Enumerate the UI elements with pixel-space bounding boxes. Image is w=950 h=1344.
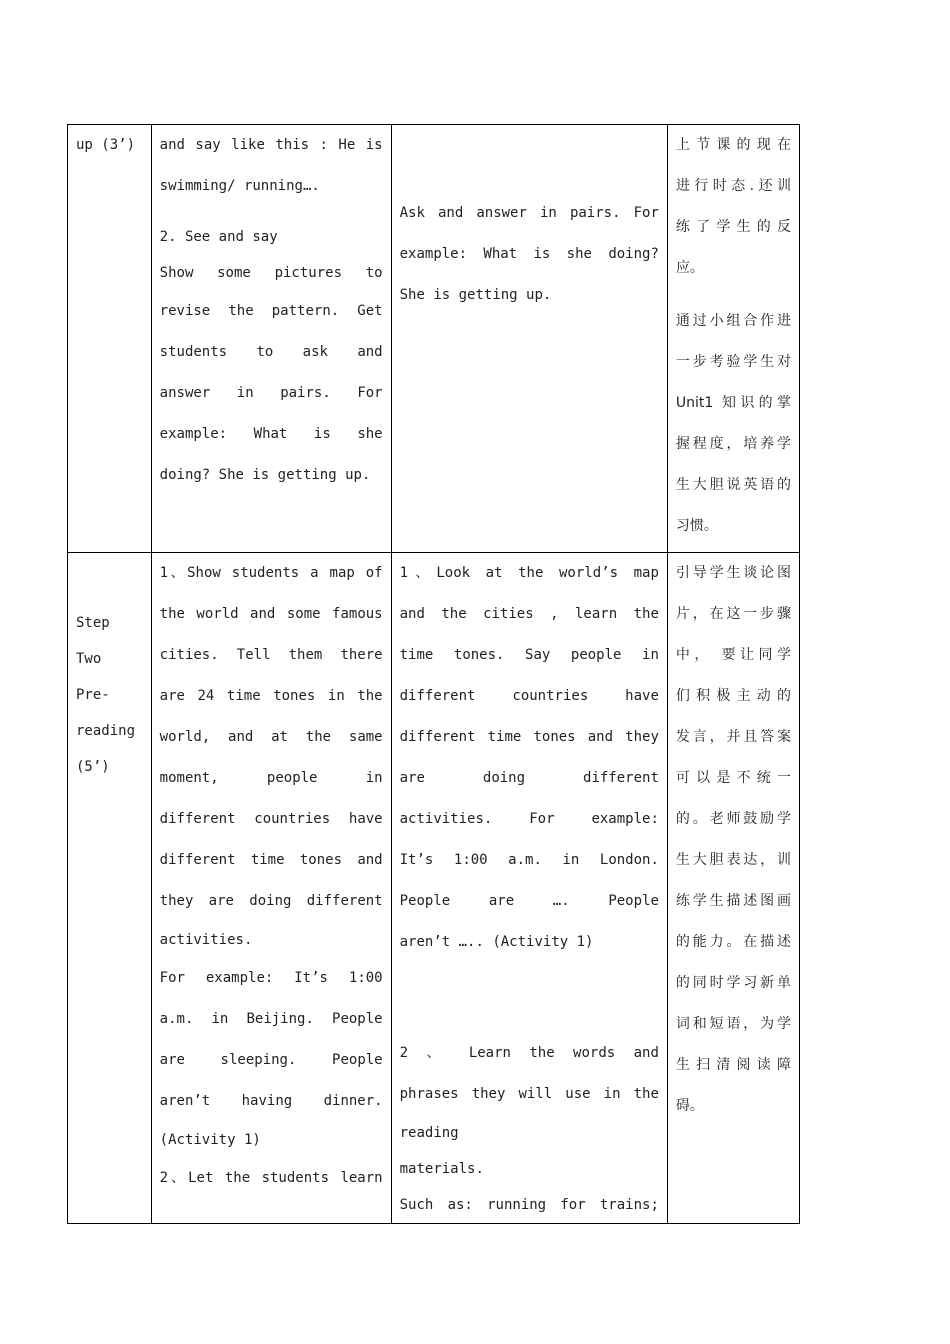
text-line: up (3’): [76, 137, 136, 153]
purpose-cell: [667, 125, 799, 553]
text-line: materials.: [399, 1161, 484, 1177]
text-line: 练了学生的反: [675, 219, 791, 235]
text-line: 1、Look at the world’s map: [399, 565, 659, 581]
text-line: 一步考验学生对: [675, 354, 791, 370]
text-line: aren’t ….. (Activity 1): [399, 934, 594, 950]
step-cell: [68, 553, 152, 1224]
text-line: a.m. in Beijing. People: [159, 1011, 383, 1027]
text-line: 可以是不统一: [675, 770, 791, 786]
text-line: 片，在这一步骤: [675, 606, 791, 622]
text-line: doing? She is getting up.: [159, 467, 371, 483]
student-activity-cell: [391, 553, 667, 1224]
text-line: they are doing different: [159, 893, 383, 909]
text-line: 生大胆说英语的: [675, 477, 791, 493]
text-line: 的。老师鼓励学: [675, 811, 791, 827]
text-line: are doing different: [399, 770, 659, 786]
text-line: revise the pattern. Get: [159, 303, 383, 319]
text-line: Pre-: [76, 687, 110, 703]
text-line: She is getting up.: [399, 287, 552, 303]
text-line: and the cities , learn the: [399, 606, 659, 622]
text-line: 碍。: [675, 1098, 704, 1114]
text-line: (5’): [76, 759, 110, 775]
text-line: different time tones and they: [399, 729, 659, 745]
text-line: 练学生描述图画: [675, 893, 791, 909]
text-line: answer in pairs. For: [159, 385, 383, 401]
text-line: world, and at the same: [159, 729, 383, 745]
text-line: (Activity 1): [159, 1132, 261, 1148]
text-line: aren’t having dinner.: [159, 1093, 383, 1109]
text-line: Step Two: [76, 615, 110, 667]
text-line: example: What is she doing?: [399, 246, 659, 262]
text-line: 的同时学习新单: [675, 975, 791, 991]
table-row: [68, 125, 800, 553]
text-line: 习惯。: [675, 518, 718, 534]
text-line: different countries have: [159, 811, 383, 827]
purpose-cell: [667, 553, 799, 1224]
text-line: students to ask and: [159, 344, 383, 360]
table-row: [68, 553, 800, 1224]
text-line: the world and some famous: [159, 606, 383, 622]
text-line: activities. For example:: [399, 811, 659, 827]
text-line: different countries have: [399, 688, 659, 704]
text-line: Such as: running for trains;: [399, 1197, 659, 1213]
text-line: phrases they will use in the: [399, 1086, 659, 1102]
text-line: 进行时态.还训: [675, 178, 791, 194]
text-line: 引导学生谈论图: [675, 565, 791, 581]
step-cell: [68, 125, 152, 553]
text-line: different time tones and: [159, 852, 383, 868]
text-line: 词和短语，为学: [675, 1016, 791, 1032]
text-line: Show some pictures to: [159, 265, 383, 281]
teacher-activity-cell: [151, 553, 391, 1224]
text-line: 2 、 Learn the words and: [399, 1045, 659, 1061]
text-line: time tones. Say people in: [399, 647, 659, 663]
text-line: It’s 1:00 a.m. in London.: [399, 852, 659, 868]
text-line: 发言，并且答案: [675, 729, 791, 745]
text-line: reading: [399, 1125, 459, 1141]
text-line: [676, 289, 791, 301]
text-line: 通过小组合作进: [675, 313, 791, 329]
text-line: For example: It’s 1:00: [159, 970, 383, 986]
text-line: moment, people in: [159, 770, 383, 786]
text-line: [160, 207, 383, 219]
text-line: 应。: [675, 260, 704, 276]
text-line: reading: [76, 723, 136, 739]
text-line: People are …. People: [399, 893, 659, 909]
lesson-plan-table: [67, 124, 800, 1224]
text-line: activities.: [159, 932, 253, 948]
text-line: Ask and answer in pairs. For: [399, 205, 659, 221]
text-line: 握程度，培养学: [675, 436, 791, 452]
text-line: example: What is she: [159, 426, 383, 442]
text-line: 上节课的现在: [675, 137, 791, 153]
text-line: 们积极主动的: [675, 688, 791, 704]
text-line: [400, 1004, 659, 1033]
text-line: swimming/ running….: [159, 178, 320, 194]
text-line: 中， 要让同学: [675, 647, 791, 663]
text-line: 生扫清阅读障: [675, 1057, 791, 1073]
text-line: are sleeping. People: [159, 1052, 383, 1068]
text-line: 1、Show students a map of: [159, 565, 383, 581]
text-line: are 24 time tones in the: [159, 688, 383, 704]
teacher-activity-cell: [151, 125, 391, 553]
text-line: 生大胆表达，训: [675, 852, 791, 868]
text-line: and say like this : He is: [159, 137, 383, 153]
text-line: 的能力。在描述: [675, 934, 791, 950]
student-activity-cell: [391, 125, 667, 553]
text-line: [400, 963, 659, 1004]
text-line: Unit1 知识的掌: [675, 395, 791, 411]
text-line: cities. Tell them there: [159, 647, 383, 663]
text-line: 2、Let the students learn: [159, 1170, 383, 1186]
text-line: 2. See and say: [159, 229, 278, 245]
